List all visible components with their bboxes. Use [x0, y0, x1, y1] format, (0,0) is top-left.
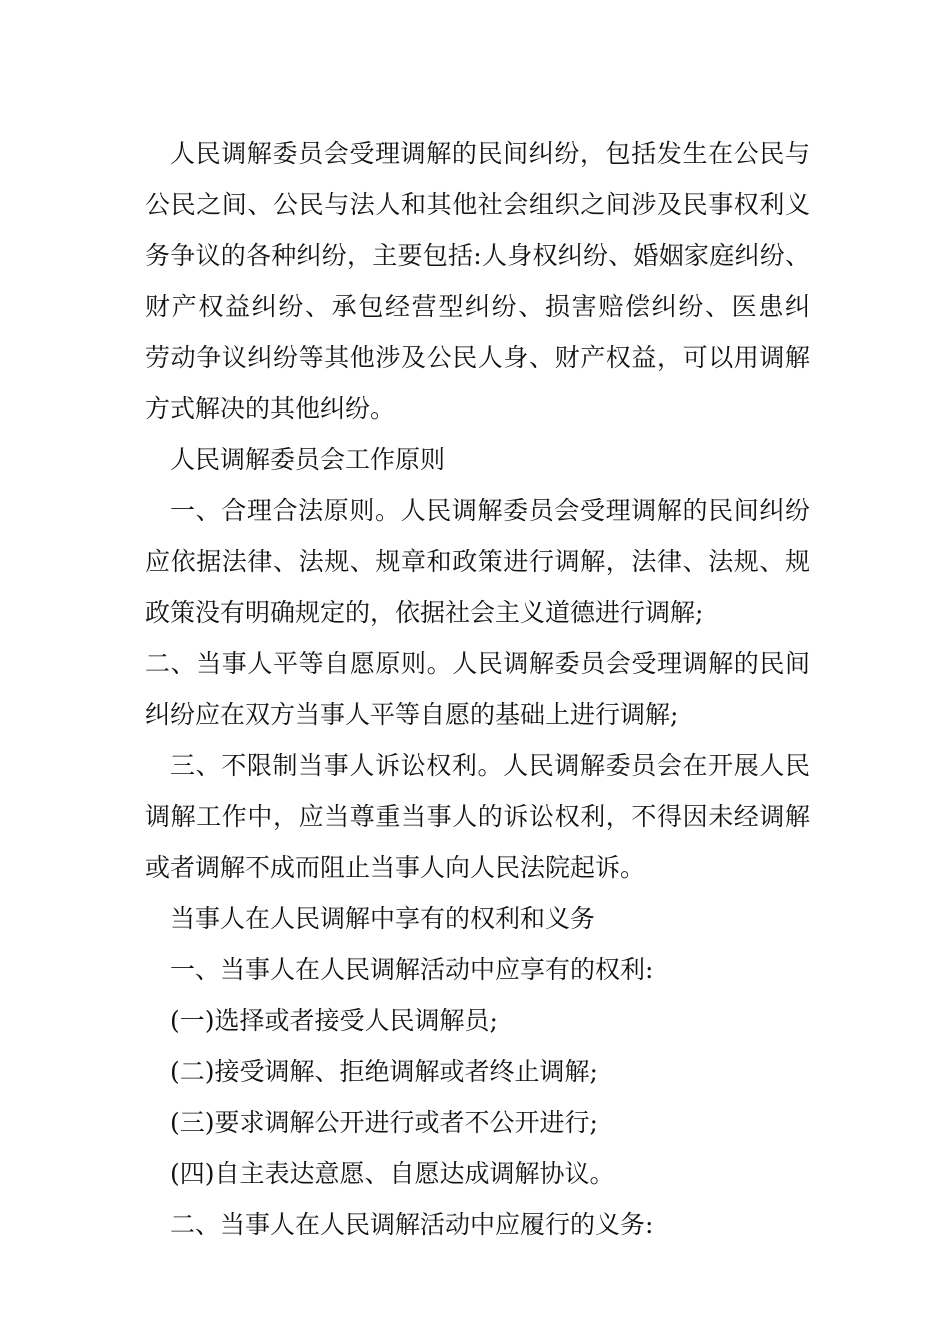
paragraph-rights-intro — [145, 944, 810, 995]
text-line: 公民之间、公民与法人和其他社会组织之间涉及民事权利义 — [145, 190, 810, 219]
text-line: 三、不限制当事人诉讼权利。人民调解委员会在开展人民 — [170, 751, 810, 780]
document-body — [145, 128, 810, 1250]
text-line: 政策没有明确规定的，依据社会主义道德进行调解; — [145, 598, 704, 627]
text-line: (二)接受调解、拒绝调解或者终止调解; — [170, 1057, 598, 1086]
text-line: 方式解决的其他纠纷。 — [145, 394, 396, 423]
paragraph-dispute-scope — [145, 128, 810, 434]
section-heading-rights-duties — [145, 893, 810, 944]
paragraph-principle-1 — [145, 485, 810, 638]
text-line: 当事人在人民调解中享有的权利和义务 — [170, 904, 596, 933]
paragraph-principle-2 — [145, 638, 810, 740]
text-line: (一)选择或者接受人民调解员; — [170, 1006, 498, 1035]
text-line: 二、当事人平等自愿原则。人民调解委员会受理调解的民间 — [145, 649, 810, 678]
text-line: 调解工作中，应当尊重当事人的诉讼权利，不得因未经调解 — [145, 802, 810, 831]
text-line: 纠纷应在双方当事人平等自愿的基础上进行调解; — [145, 700, 679, 729]
paragraph-duties-intro — [145, 1199, 810, 1250]
text-line: 务争议的各种纠纷，主要包括:人身权纠纷、婚姻家庭纠纷、 — [145, 241, 810, 270]
text-line: (三)要求调解公开进行或者不公开进行; — [170, 1108, 598, 1137]
text-line: 一、合理合法原则。人民调解委员会受理调解的民间纠纷 — [170, 496, 810, 525]
paragraph-principle-3 — [145, 740, 810, 893]
text-line: 人民调解委员会受理调解的民间纠纷，包括发生在公民与 — [170, 139, 810, 168]
list-item-right-4 — [145, 1148, 810, 1199]
text-line: (四)自主表达意愿、自愿达成调解协议。 — [170, 1159, 615, 1188]
text-line: 或者调解不成而阻止当事人向人民法院起诉。 — [145, 853, 646, 882]
text-line: 二、当事人在人民调解活动中应履行的义务: — [170, 1210, 654, 1239]
text-line: 财产权益纠纷、承包经营型纠纷、损害赔偿纠纷、医患纠 — [145, 292, 810, 321]
text-line: 一、当事人在人民调解活动中应享有的权利: — [170, 955, 654, 984]
section-heading-principles — [145, 434, 810, 485]
text-line: 应依据法律、法规、规章和政策进行调解，法律、法规、规 — [145, 547, 810, 576]
list-item-right-3 — [145, 1097, 810, 1148]
text-line: 劳动争议纠纷等其他涉及公民人身、财产权益，可以用调解 — [145, 343, 810, 372]
list-item-right-2 — [145, 1046, 810, 1097]
text-line: 人民调解委员会工作原则 — [170, 445, 446, 474]
list-item-right-1 — [145, 995, 810, 1046]
